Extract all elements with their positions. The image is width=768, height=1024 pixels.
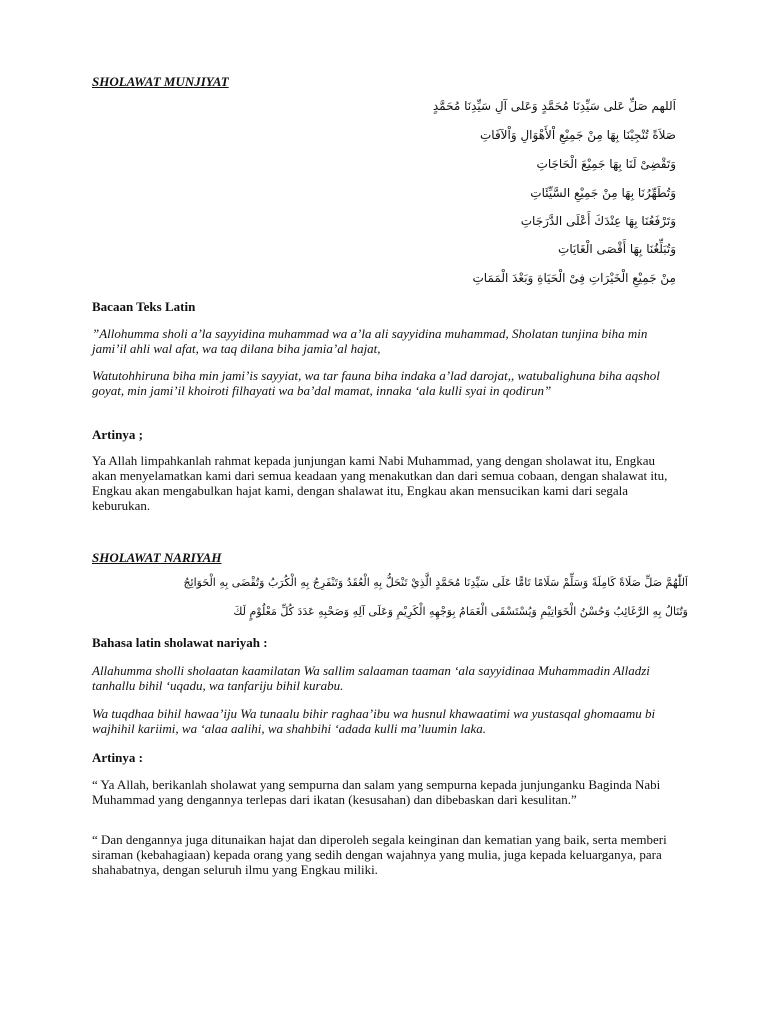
arabic-line: وَتَقْضِىْ لَنَا بِهَا جَمِيْعَ الْحَاجَاتِ (536, 157, 676, 171)
artinya-heading-munjiyat: Artinya ; (92, 427, 143, 442)
latin-paragraph: Allahumma sholli sholaatan kaamilatan Wa sallim salaaman taaman ‘ala sayyidinaa Muhammadin Alladzi tanhallu bihil ‘uqadu, wa tanfariju bihil kurabu. (92, 663, 650, 693)
arabic-line: وَتُطَهِّرُنَا بِهَا مِنْ جَمِيْعِ السَّيِّئَاتِ (530, 186, 676, 200)
latin-paragraph: Watutohhiruna biha min jami’is sayyiat, wa tar fauna biha indaka a’lad darojat,, watubalighuna biha aqshol goyat, min jami’il khoiroti filhayati wa ba’dal mamat, innaka ‘ala kulli syai in qodirun” (92, 368, 660, 398)
arabic-line: مِنْ جَمِيْعِ الْخَيْرَاتِ فِىْ الْحَيَاةِ وَبَعْدَ الْمَمَاتِ (472, 271, 676, 285)
translation-paragraph: Ya Allah limpahkanlah rahmat kepada junjungan kami Nabi Muhammad, yang dengan sholawat itu, Engkau akan menyelamatkan kami dari semua keadaan yang menakutkan dan dari semua cobaan, dengan shalawat itu, Engkau akan mengabulkan hajat kami, dengan shalawat itu, Engkau akan mensucikan kami dari segala keburukan. (92, 453, 668, 513)
arabic-line: وَتُبَلِّغُنَا بِهَا أَقْصَى الْغَايَاتِ (558, 242, 676, 256)
latin-paragraph: Wa tuqdhaa bihil hawaa’iju Wa tunaalu bihir raghaa’ibu wa husnul khawaatimi wa yustasqal ghomaamu bi wajhihil kariimi, wa ‘alaa aalihi, wa shahbihi ‘adada kulli ma’luumin laka. (92, 706, 656, 736)
section-title-nariyah: SHOLAWAT NARIYAH (92, 550, 222, 565)
arabic-line: اَللّٰهُمَّ صَلِّ صَلَاةً كَامِلَةً وَسَلِّمْ سَلَامًا تَامًّا عَلَى سَيِّدِنَا مُحَمَّدٍ الَّذِيْ تَنْحَلُّ بِهِ الْعُقَدُ وَتَنْفَرِجُ بِهِ الْكُرَبُ وَتُقْضَى بِهِ الْحَوَائِجُ (183, 576, 688, 589)
translation-paragraph: “ Dan dengannya juga ditunaikan hajat dan diperoleh segala keinginan dan kematian yang baik, serta memberi siraman (kebahagiaan) kepada orang yang sedih dengan wajahnya yang mulia, juga kepada keluarganya, para shahabatnya, dengan seluruh ilmu yang Engkau miliki. (92, 832, 667, 877)
latin-paragraph: ”Allohumma sholi a’la sayyidina muhammad wa a’la ali sayyidina muhammad, Sholatan tunjina biha min jami’il ahli wal afat, wa taq dilana biha jamia’al hajat, (92, 326, 648, 356)
latin-heading-nariyah: Bahasa latin sholawat nariyah : (92, 635, 268, 650)
artinya-heading-nariyah: Artinya : (92, 750, 143, 765)
arabic-line: صَلاَةً تُنْجِيْنَا بِهَا مِنْ جَمِيْعِ اْلأَهْوَالِ وَاْلآفَاتِ (479, 128, 676, 142)
arabic-line: وَتُنَالُ بِهِ الرَّغَائِبُ وَحُسْنُ الْخَوَاتِيْمِ وَيُسْتَسْقَى الْغَمَامُ بِوَجْهِهِ الْكَرِيْمِ وَعَلَى آلِهِ وَصَحْبِهِ عَدَدَ كُلِّ مَعْلُوْمٍ لَكَ (233, 605, 688, 618)
translation-paragraph: “ Ya Allah, berikanlah sholawat yang sempurna dan salam yang sempurna kepada junjunganku Baginda Nabi Muhammad yang dengannya terlepas dari ikatan (kesusahan) dan dibebaskan dari kesulitan.” (92, 777, 661, 807)
arabic-line: وَتَرْفَعُنَا بِهَا عِنْدَكَ أَعْلَى الدَّرَجَاتِ (520, 214, 676, 228)
section-title-munjiyat: SHOLAWAT MUNJIYAT (92, 74, 229, 89)
arabic-line: اَللهم صَلِّ عَلى سَيِّدِنَا مُحَمَّدٍ وَعَلى آلِ سَيِّدِنَا مُحَمَّدٍ (432, 99, 676, 113)
latin-heading-munjiyat: Bacaan Teks Latin (92, 299, 196, 314)
